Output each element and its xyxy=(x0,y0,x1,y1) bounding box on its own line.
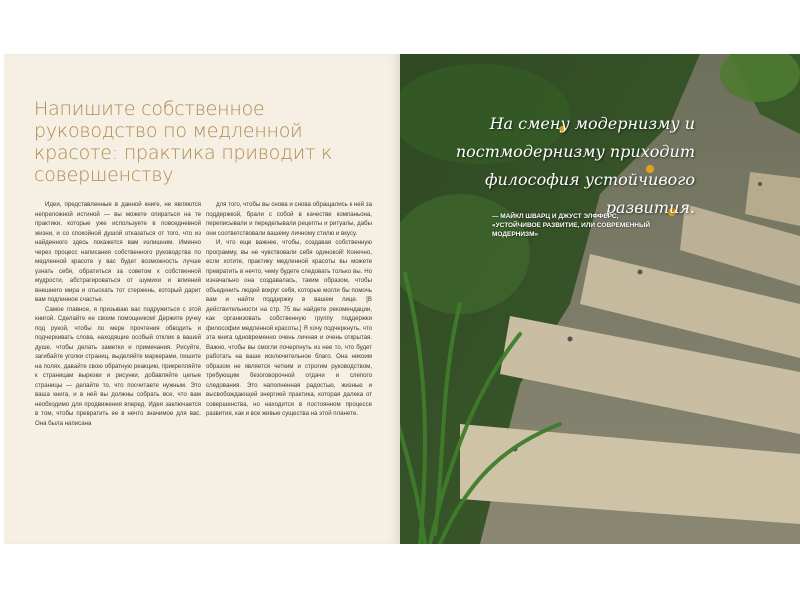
book-spread xyxy=(0,54,800,544)
epigraph-quote: На смену модернизму и постмодернизму приходит философия устойчивого развития. xyxy=(455,114,695,217)
right-page xyxy=(400,54,800,544)
paragraph: для того, чтобы вы снова и снова обращались к ней за поддержкой, брали с собой в качестве компаньона, переписывали и переделывали рецепты и ритуалы, дабы они соответствовали вашему личному стилю и вкусу. xyxy=(206,201,372,237)
left-page xyxy=(4,54,400,544)
quote-attribution: — МАЙКЛ ШВАРЦ И ДЖУСТ ЭЛФФЕРС, «УСТОЙЧИВОЕ РАЗВИТИЕ, ИЛИ СОВРЕМЕННЫЙ МОДЕРНИЗМ» xyxy=(492,213,651,238)
paragraph: Самое главное, я призываю вас подружиться с этой книгой. Сделайте ее своим помощником! Держите ручку под рукой, чтобы по мере прочтения обводить и подчеркивать слова, находящие особый отклик в вашей душе, чтобы делать заметки и примечания. Рисуйте, загибайте уголки страниц, выделяйте маркерами, пишите на полях, давайте свою обратную реакцию, прикрепляйте к страницам вырезки и рисунки, добавляйте целые страницы — делайте то, что посчитаете нужным. Это ваша книга, и в ней вы должны собрать все, что вам необходимо для продвижения вперед. Идея заключается в том, чтобы превратить ее в нечто значимое для вас. Она была написана xyxy=(35,305,201,427)
text-column-2 xyxy=(206,200,372,419)
text-column-1 xyxy=(35,200,201,428)
paragraph: И, что еще важнее, чтобы, создавая собственную программу, вы не чувствовали себя одинокой! Конечно, если хотите, практику медленной красоты вы можете превратить в нечто, чему будете следовать только вы. Но изначально она создавалась, таким образом, чтобы объединить людей вокруг себя, которые могли бы помочь вам и найти поддержку в вашем лице. [В действительности на стр. 75 вы найдете рекомендации, как организовать собственную группу поддержки философии медленной красоты.] Я хочу подчеркнуть, что эта книга одновременно очень личная и очень открытая. Важно, чтобы вы смогли почерпнуть из нее то, что будет работать на ваше исключительное благо. Она никоим образом не является четким и строгим руководством, требующим безоговорочной отдачи и слепого следования. Это наполненная радостью, жизнью и высвобождающей энергией практика, которая далека от совершенства, но находится в постоянном процессе развития, как и все живые существа на этой планете. xyxy=(206,239,372,417)
page-heading: Напишите собственное руководство по медленной красоте: практика приводит к совершенству xyxy=(34,98,333,186)
paragraph: Идеи, представленные в данной книге, не являются непреложной истиной — вы можете опираться на те практики, которые уже используете в повседневной жизни, и со спокойной душой отказаться от того, что из найденного здесь покажется вам излишним. Именно через процесс написания собственного руководства по медленной красоте у вас будет возможность лучше узнать себя, обратиться за советом к собственной мудрости, абстрагироваться от шумихи и влияний внешнего мира и отыскать тот стержень, который дарит вам подлинное счастье. xyxy=(35,201,201,303)
